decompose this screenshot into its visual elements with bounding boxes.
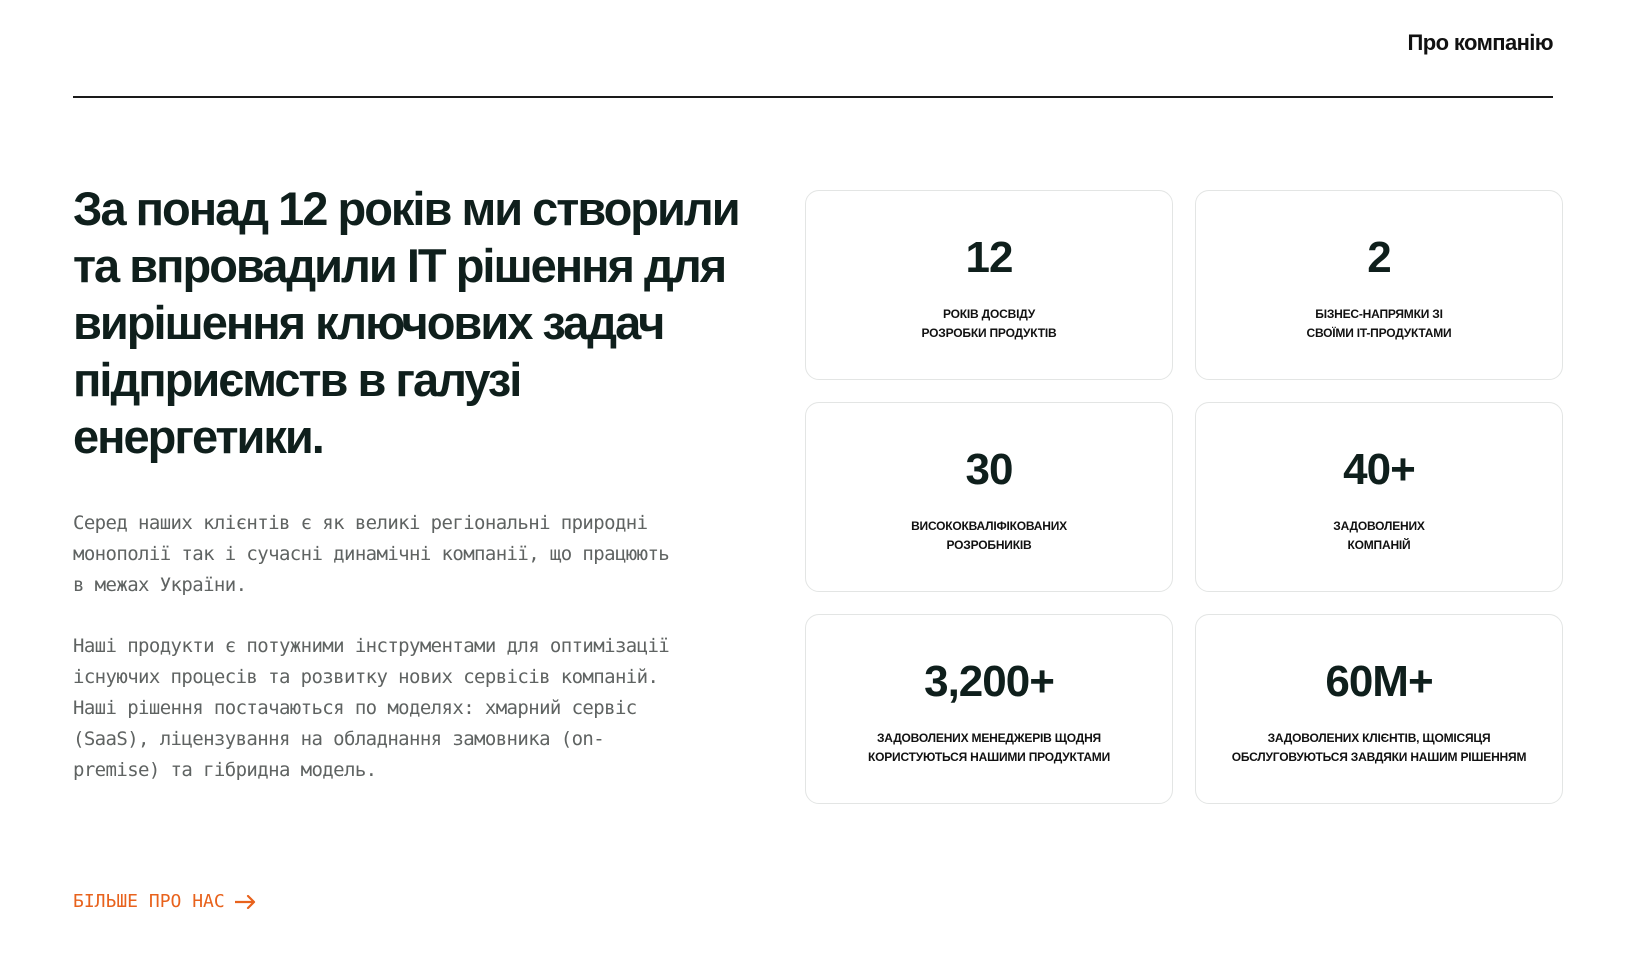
clients-paragraph: Серед наших клієнтів є як великі регіональні природні монополії так і сучасні динамічні компанії, що працюють в межах України. bbox=[73, 512, 670, 596]
stat-card-managers bbox=[805, 614, 1173, 804]
arrow-right-icon bbox=[235, 895, 257, 909]
stat-value: 3,200+ bbox=[924, 657, 1054, 706]
stat-value: 60M+ bbox=[1325, 657, 1433, 706]
stat-label: ЗАДОВОЛЕНИХ КЛІЄНТІВ, ЩОМІСЯЦЯ ОБСЛУГОВУЮТЬСЯ ЗАВДЯКИ НАШИМ РІШЕННЯМ bbox=[1231, 731, 1527, 764]
stat-label: РОКІВ ДОСВІДУ РОЗРОБКИ ПРОДУКТІВ bbox=[921, 307, 1057, 340]
stat-value: 2 bbox=[1367, 233, 1391, 282]
stat-card-developers bbox=[805, 402, 1173, 592]
section-title: Про компанію bbox=[1407, 30, 1553, 55]
stat-label: ЗАДОВОЛЕНИХ МЕНЕДЖЕРІВ ЩОДНЯ КОРИСТУЮТЬСЯ НАШИМИ ПРОДУКТАМИ bbox=[867, 731, 1111, 764]
stat-value: 12 bbox=[965, 233, 1013, 282]
section-header bbox=[73, 0, 1553, 98]
stat-value: 40+ bbox=[1343, 445, 1415, 494]
more-about-us-label: БІЛЬШЕ ПРО НАС bbox=[73, 891, 225, 912]
hero-headline: За понад 12 років ми створили та впровадили IT рішення для вирішення ключових задач підприємств в галузі енергетики. bbox=[73, 182, 739, 463]
more-about-us-link[interactable] bbox=[73, 891, 257, 912]
stat-value: 30 bbox=[965, 445, 1013, 494]
stat-card-clients bbox=[1195, 614, 1563, 804]
stat-label: ЗАДОВОЛЕНИХ КОМПАНІЙ bbox=[1333, 519, 1425, 552]
stat-card-business-lines bbox=[1195, 190, 1563, 380]
products-paragraph: Наші продукти є потужними інструментами для оптимізації існуючих процесів та розвитку нових сервісів компаній. Наші рішення постачаються по моделях: хмарний сервіс (SaaS), ліцензування на обладнання замовника (on- premise) та гібридна модель. bbox=[73, 635, 670, 781]
stat-label: БІЗНЕС-НАПРЯМКИ ЗІ СВОЇМИ IT-ПРОДУКТАМИ bbox=[1306, 307, 1452, 340]
stat-card-experience bbox=[805, 190, 1173, 380]
stat-label: ВИСОКОКВАЛІФІКОВАНИХ РОЗРОБНИКІВ bbox=[911, 519, 1067, 552]
stats-grid bbox=[805, 190, 1563, 804]
stat-card-companies bbox=[1195, 402, 1563, 592]
